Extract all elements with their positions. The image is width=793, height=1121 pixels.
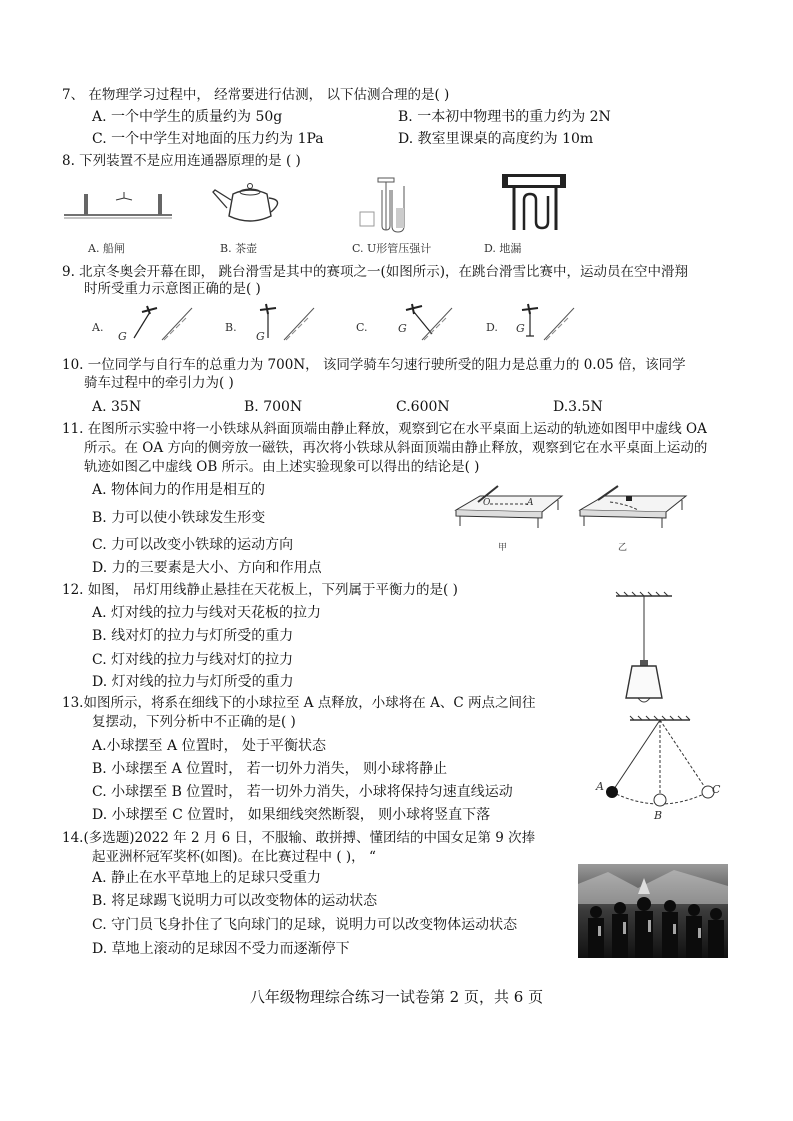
pendulum-label-c: C (712, 783, 721, 796)
q9-g-label-b: G (256, 330, 265, 343)
q10-stem-line2: 骑车过程中的牵引力为( ) (84, 375, 234, 391)
q12-stem: 12. 如图， 吊灯用线静止悬挂在天花板上，下列属于平衡力的是( ) (62, 582, 458, 598)
q11-stem-line1: 11. 在图所示实验中将一小铁球从斜面顶端由静止释放，观察到它在水平桌面上运动的轨迹如图甲中虚线 OA (62, 421, 707, 437)
teapot-figure (205, 172, 295, 232)
pendulum-label-a: A (596, 780, 604, 793)
q9-label-d: D. (486, 321, 498, 334)
q12-option-c: C. 灯对线的拉力与线对灯的拉力 (92, 652, 294, 668)
q12-option-b: B. 线对灯的拉力与灯所受的重力 (92, 628, 294, 644)
skier-figure-d (500, 300, 590, 344)
q9-g-label-d: G (516, 322, 525, 335)
q13-option-b: B. 小球摆至 A 位置时， 若一切外力消失， 则小球将静止 (92, 761, 448, 777)
q14-stem-line1: 14.(多选题)2022 年 2 月 6 日，不服输、敢拼搏、懂团结的中国女足第 9 次捧 (62, 830, 536, 846)
q8-caption-a: A. 船闸 (88, 242, 125, 255)
incline-table-figure-right (574, 482, 694, 542)
floor-drain-figure (500, 172, 570, 234)
ship-lock-figure (62, 180, 174, 230)
q11-option-a: A. 物体间力的作用是相互的 (92, 482, 266, 498)
q10-option-d: D.3.5N (553, 399, 603, 415)
q9-label-c: C. (356, 321, 368, 334)
q7-option-d: D. 教室里课桌的高度约为 10m (398, 131, 594, 147)
q12-option-d: D. 灯对线的拉力与灯所受的重力 (92, 674, 294, 690)
q9-stem-line2: 时所受重力示意图正确的是( ) (84, 281, 261, 297)
q10-stem-line1: 10. 一位同学与自行车的总重力为 700N， 该同学骑车匀速行驶所受的阻力是总重力的 0.05 倍，该同学 (62, 357, 686, 373)
skier-figure-b (240, 300, 330, 344)
q13-stem-line2: 复摆动，下列分析中不正确的是( ) (92, 714, 296, 730)
q11-label-o: O (483, 498, 491, 508)
q14-option-b: B. 将足球踢飞说明力可以改变物体的运动状态 (92, 893, 378, 909)
q14-option-d: D. 草地上滚动的足球因不受力而逐渐停下 (92, 941, 350, 957)
q7-option-c: C. 一个中学生对地面的压力约为 1Pa (92, 131, 324, 147)
q8-caption-c: C. U形管压强计 (352, 242, 432, 255)
team-celebration-photo (578, 864, 728, 958)
q7-option-a: A. 一个中学生的质量约为 50g (92, 109, 283, 125)
q8-caption-d: D. 地漏 (484, 242, 522, 255)
q8-caption-b: B. 茶壶 (220, 242, 258, 255)
q10-option-a: A. 35N (92, 399, 142, 415)
q11-fig-label-right: 乙 (618, 543, 628, 553)
pendulum-label-b: B (654, 809, 663, 822)
q8-stem: 8. 下列装置不是应用连通器原理的是 ( ) (62, 153, 301, 169)
skier-figure-c (372, 300, 462, 344)
pendulum-figure (590, 712, 730, 820)
q9-g-label-c: G (398, 322, 407, 335)
page-footer: 八年级物理综合练习一试卷第 2 页，共 6 页 (249, 988, 544, 1006)
q12-option-a: A. 灯对线的拉力与线对天花板的拉力 (92, 605, 322, 621)
u-tube-manometer-figure (352, 176, 412, 234)
q9-stem-line1: 9. 北京冬奥会开幕在即， 跳台滑雪是其中的赛项之一(如图所示)，在跳台滑雪比赛中，运动员在空中滑翔 (62, 264, 688, 280)
q13-option-c: C. 小球摆至 B 位置时， 若一切外力消失，小球将保持匀速直线运动 (92, 784, 513, 800)
q11-stem-line3: 轨迹如图乙中虚线 OB 所示。由上述实验现象可以得出的结论是( ) (84, 459, 480, 475)
q7-stem: 7、 在物理学习过程中， 经常要进行估测， 以下估测合理的是( ) (62, 87, 450, 103)
q13-option-a: A.小球摆至 A 位置时， 处于平衡状态 (92, 738, 327, 754)
q11-fig-label-left: 甲 (498, 543, 508, 553)
incline-table-figure-left (450, 482, 570, 542)
q7-option-b: B. 一本初中物理书的重力约为 2N (398, 109, 611, 125)
q11-label-a: A (527, 498, 534, 508)
q13-option-d: D. 小球摆至 C 位置时， 如果细线突然断裂， 则小球将竖直下落 (92, 807, 491, 823)
q11-option-d: D. 力的三要素是大小、方向和作用点 (92, 560, 322, 576)
q14-option-a: A. 静止在水平草地上的足球只受重力 (92, 870, 322, 886)
q11-stem-line2: 所示。在 OA 方向的侧旁放一磁铁，再次将小铁球从斜面顶端由静止释放，观察到它在水平桌面上运动的 (84, 440, 708, 456)
hanging-lamp-figure (610, 590, 680, 710)
q9-g-label-a: G (118, 330, 127, 343)
q10-option-c: C.600N (396, 399, 450, 415)
q13-stem-line1: 13.如图所示，将系在细线下的小球拉至 A 点释放，小球将在 A、C 两点之间往 (62, 695, 536, 711)
q9-label-a: A. (92, 321, 104, 334)
q14-option-c: C. 守门员飞身扑住了飞向球门的足球，说明力可以改变物体运动状态 (92, 917, 518, 933)
q9-label-b: B. (225, 321, 237, 334)
q10-option-b: B. 700N (244, 399, 303, 415)
q11-option-c: C. 力可以改变小铁球的运动方向 (92, 537, 294, 553)
q11-option-b: B. 力可以使小铁球发生形变 (92, 510, 266, 526)
q14-stem-line2: 起亚洲杯冠军奖杯(如图)。在比赛过程中 ( )， “ (92, 849, 376, 865)
